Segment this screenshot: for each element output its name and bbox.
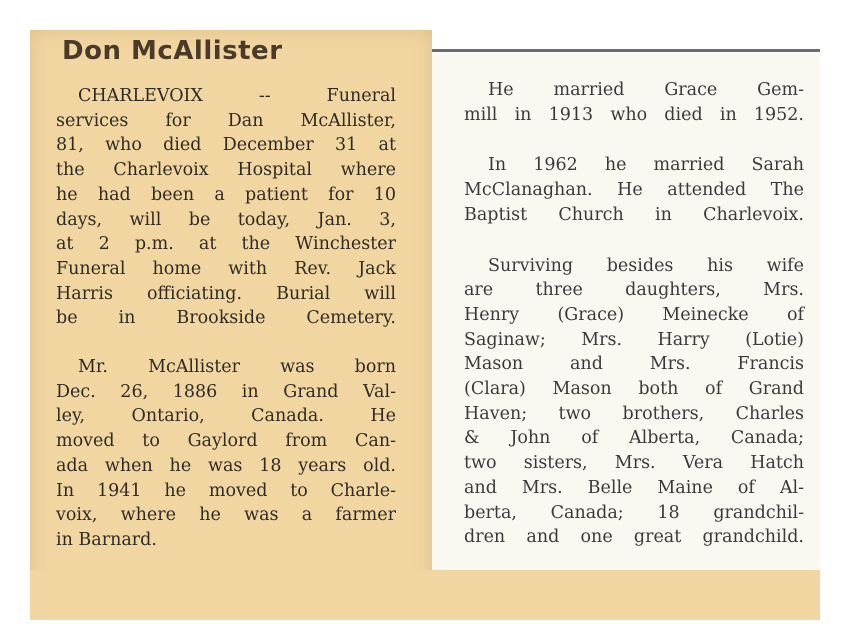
text-line: and Mrs. Belle Maine of Al- xyxy=(464,477,804,498)
text-line: Baptist Church in Charlevoix. xyxy=(464,204,804,225)
text-line: be in Brookside Cemetery. xyxy=(56,308,396,329)
text-line: days, will be today, Jan. 3, xyxy=(56,209,396,230)
text-line: Funeral home with Rev. Jack xyxy=(56,258,396,279)
text-line: the Charlevoix Hospital where xyxy=(56,160,396,181)
right-paragraph-3 xyxy=(464,254,804,550)
text-line: In 1941 he moved to Charle- xyxy=(56,480,396,501)
left-paragraph-1 xyxy=(56,84,396,331)
text-line: two sisters, Mrs. Vera Hatch xyxy=(464,453,804,474)
text-line: CHARLEVOIX -- Funeral xyxy=(78,86,396,106)
right-paragraph-2 xyxy=(464,153,804,227)
left-column xyxy=(56,84,396,553)
text-line: Haven; two brothers, Charles xyxy=(464,403,804,424)
text-line: berta, Canada; 18 grandchil- xyxy=(464,502,804,523)
text-line: are three daughters, Mrs. xyxy=(464,280,804,301)
clipping-bottom-strip xyxy=(30,570,820,620)
text-line: (Clara) Mason both of Grand xyxy=(464,379,804,400)
right-column xyxy=(464,78,804,550)
text-line: Surviving besides his wife xyxy=(488,255,804,276)
text-line: he had been a patient for 10 xyxy=(56,184,396,205)
text-line: & John of Alberta, Canada; xyxy=(464,428,804,449)
text-line: Mr. McAllister was born xyxy=(78,357,396,378)
text-line: Mason and Mrs. Francis xyxy=(464,354,804,375)
right-paragraph-1 xyxy=(464,78,804,127)
text-line: at 2 p.m. at the Winchester xyxy=(56,234,396,255)
text-line: in Barnard. xyxy=(56,529,157,550)
text-line: voix, where he was a farmer xyxy=(56,505,396,526)
text-line: ley, Ontario, Canada. He xyxy=(56,406,396,427)
text-line: Harris officiating. Burial will xyxy=(56,283,396,304)
text-line: services for Dan McAllister, xyxy=(56,110,396,131)
left-paragraph-2 xyxy=(56,355,396,553)
text-line: dren and one great grandchild. xyxy=(464,527,804,548)
obituary-headline: Don McAllister xyxy=(62,36,283,66)
text-line: moved to Gaylord from Can- xyxy=(56,431,396,452)
text-line: Henry (Grace) Meinecke of xyxy=(464,304,804,325)
column-rule xyxy=(432,49,820,52)
text-line: 81, who died December 31 at xyxy=(56,135,396,156)
text-line: McClanaghan. He attended The xyxy=(464,180,804,201)
text-line: Saginaw; Mrs. Harry (Lotie) xyxy=(464,329,804,350)
text-line: mill in 1913 who died in 1952. xyxy=(464,104,804,125)
text-line: Dec. 26, 1886 in Grand Val- xyxy=(56,381,396,402)
text-line: In 1962 he married Sarah xyxy=(488,155,804,176)
text-line: He married Grace Gem- xyxy=(488,80,804,100)
text-line: ada when he was 18 years old. xyxy=(56,455,396,476)
